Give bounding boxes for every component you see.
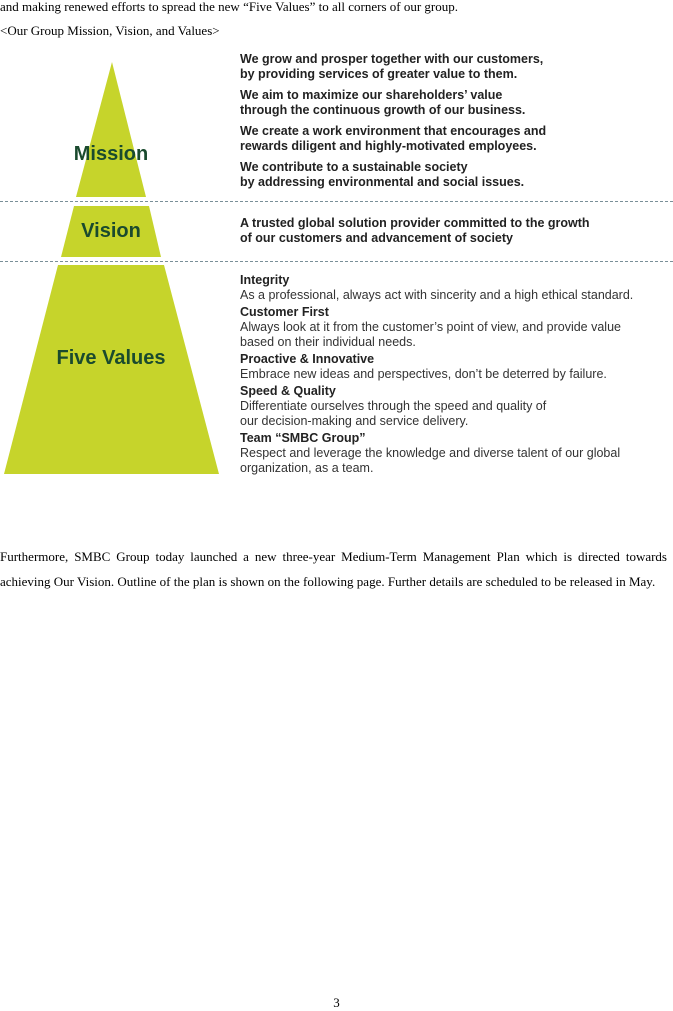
mission-statement: We grow and prosper together with our customers, by providing services of greater value to them. <box>240 52 544 81</box>
mission-statement: We contribute to a sustainable society by addressing environmental and social issues. <box>240 160 525 189</box>
divider-vision-values <box>0 261 673 262</box>
tier-label-mission: Mission <box>73 143 149 165</box>
value-description: As a professional, always act with sincerity and a high ethical standard. <box>240 288 634 302</box>
mission-vision-values-diagram <box>0 52 673 482</box>
mission-statement: We aim to maximize our shareholders’ value through the continuous growth of our business. <box>240 88 526 117</box>
vision-statement: A trusted global solution provider committed to the growth of our customers and advancement of society <box>240 216 590 245</box>
value-title: Team “SMBC Group” <box>240 431 366 445</box>
section-heading: <Our Group Mission, Vision, and Values> <box>0 23 220 38</box>
tier-label-five-values: Five Values <box>56 347 166 369</box>
divider-mission-vision <box>0 201 673 202</box>
intro-line: and making renewed efforts to spread the new “Five Values” to all corners of our group. <box>0 0 458 14</box>
values-list <box>240 273 673 478</box>
tier-label-vision: Vision <box>81 220 141 242</box>
value-title: Proactive & Innovative <box>240 352 375 366</box>
value-description: Respect and leverage the knowledge and diverse talent of our global organization, as a team. <box>240 446 621 475</box>
vision-statement-block <box>240 216 673 246</box>
value-title: Customer First <box>240 305 329 319</box>
mission-statements <box>240 52 673 196</box>
mission-statement: We create a work environment that encourages and rewards diligent and highly-motivated employees. <box>240 124 547 153</box>
value-description: Embrace new ideas and perspectives, don’t be deterred by failure. <box>240 367 607 381</box>
value-title: Integrity <box>240 273 290 287</box>
page-number: 3 <box>333 995 340 1010</box>
body-paragraph: Furthermore, SMBC Group today launched a new three-year Medium-Term Management Plan which is directed towards achieving Our Vision. Outline of the plan is shown on the following page. Further details are scheduled to be released in May. <box>0 549 667 589</box>
value-description: Differentiate ourselves through the speed and quality of our decision-making and service delivery. <box>240 399 547 428</box>
pyramid-mission-segment <box>76 62 146 197</box>
value-description: Always look at it from the customer’s point of view, and provide value based on their individual needs. <box>240 320 621 349</box>
value-title: Speed & Quality <box>240 384 336 398</box>
